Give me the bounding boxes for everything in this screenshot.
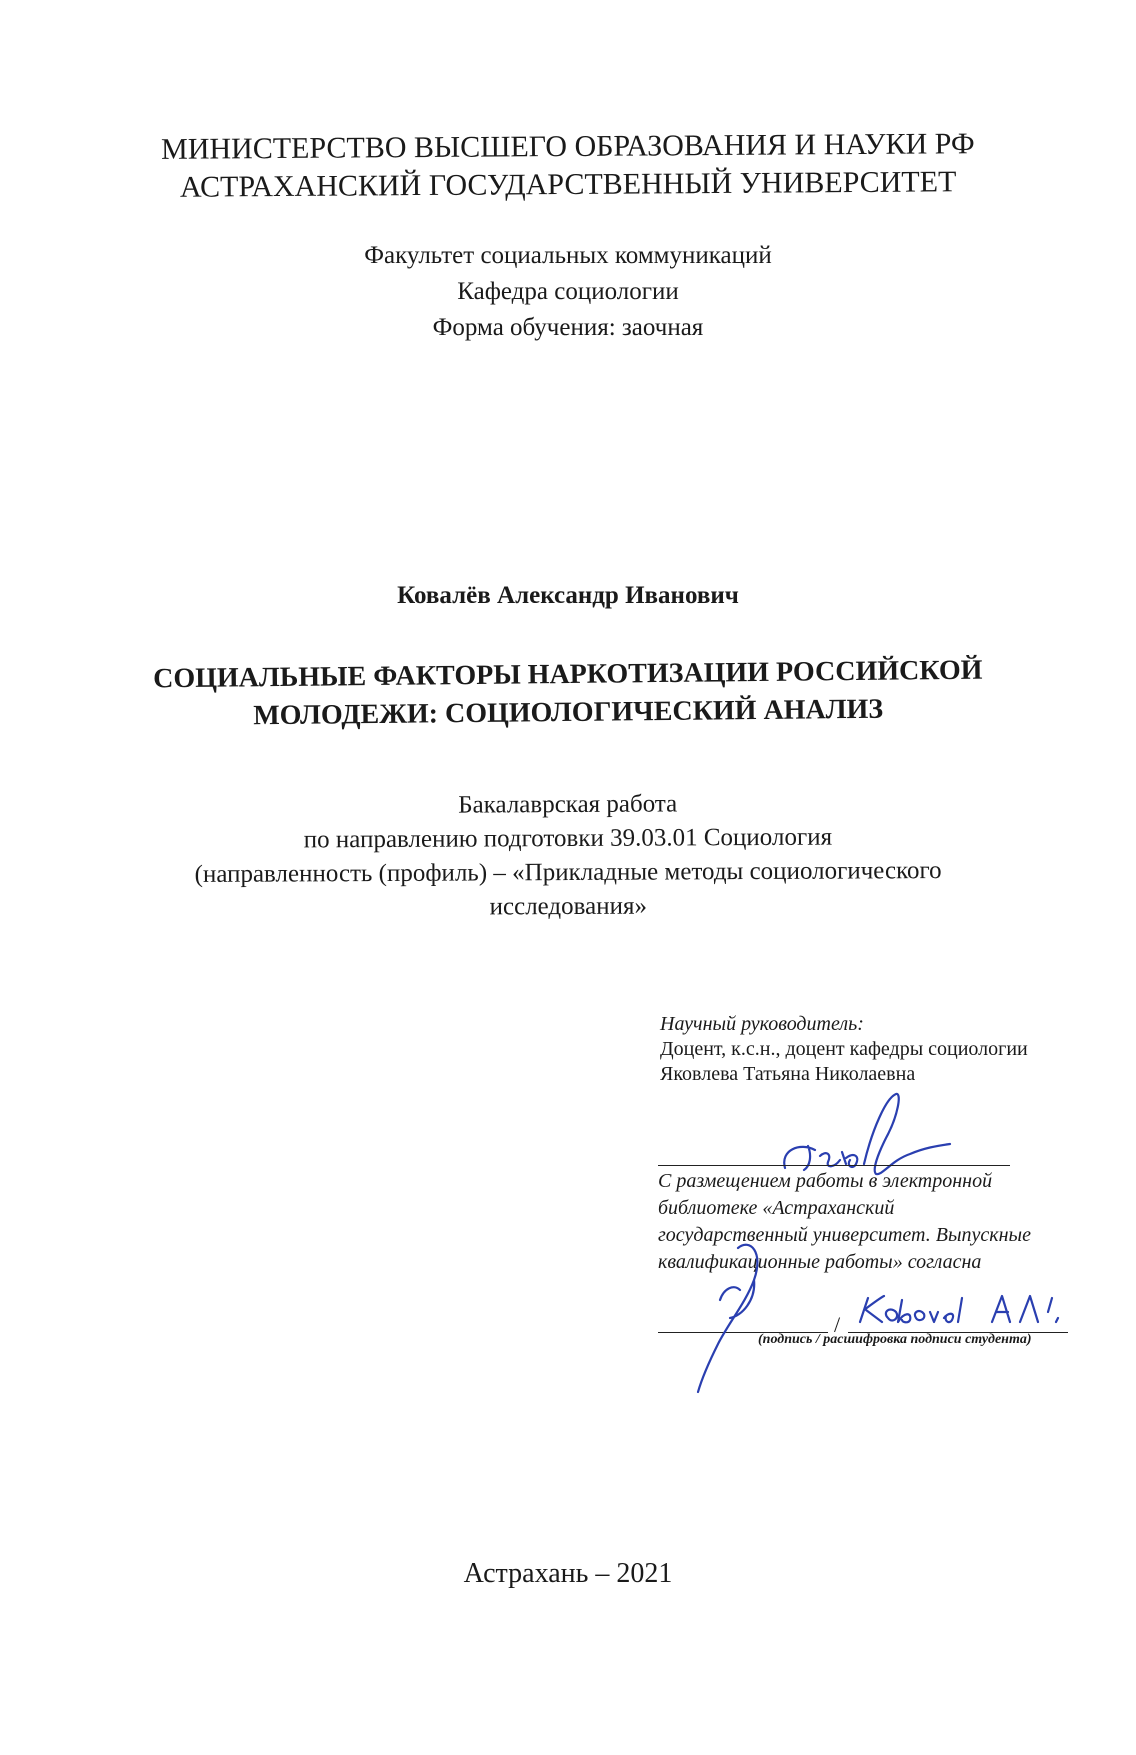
study-form: Форма обучения: заочная xyxy=(432,314,704,341)
city-year: Астрахань – 2021 xyxy=(463,1558,673,1589)
supervisor-label: Научный руководитель: xyxy=(660,1013,864,1035)
supervisor-position: Доцент, к.с.н., доцент кафедры социологии xyxy=(660,1038,1028,1060)
signature-caption: (подпись / расшифровка подписи студента) xyxy=(758,1332,1032,1347)
supervisor-name: Яковлева Татьяна Николаевна xyxy=(660,1063,916,1085)
thesis-title-line-2: МОЛОДЕЖИ: СОЦИОЛОГИЧЕСКИЙ АНАЛИЗ xyxy=(253,693,884,732)
supervisor-signature xyxy=(760,1090,960,1180)
faculty-name: Факультет социальных коммуникаций xyxy=(364,242,772,269)
work-type: Бакалаврская работа xyxy=(458,790,678,819)
supervisor-signature-line xyxy=(658,1165,1010,1166)
supervisor-block xyxy=(660,1012,1090,1087)
thesis-title xyxy=(0,650,1136,738)
student-signature-mark xyxy=(680,1240,790,1400)
university-name: АСТРАХАНСКИЙ ГОСУДАРСТВЕННЫЙ УНИВЕРСИТЕТ xyxy=(179,165,957,204)
work-type-block xyxy=(0,785,1136,927)
study-profile-line-1: (направленность (профиль) – «Прикладные методы социологического xyxy=(194,857,942,888)
signature-separator: / xyxy=(834,1312,841,1337)
header-block xyxy=(0,124,1136,208)
department-name: Кафедра социологии xyxy=(457,278,679,305)
consent-line-3: государственный университет. Выпускные xyxy=(658,1224,1031,1246)
student-name-handwritten xyxy=(852,1292,1072,1336)
study-direction: по направлению подготовки 39.03.01 Социология xyxy=(303,823,833,854)
study-profile-line-2: исследования» xyxy=(489,892,648,921)
consent-line-2: библиотеке «Астраханский xyxy=(658,1197,895,1219)
consent-line-4: квалификационные работы» согласна xyxy=(658,1251,982,1273)
consent-line-1: С размещением работы в электронной xyxy=(658,1170,993,1192)
ministry-name: МИНИСТЕРСТВО ВЫСШЕГО ОБРАЗОВАНИЯ И НАУКИ РФ xyxy=(160,127,975,166)
thesis-title-line-1: СОЦИАЛЬНЫЕ ФАКТОРЫ НАРКОТИЗАЦИИ РОССИЙСКОЙ xyxy=(152,654,983,695)
author-name: Ковалёв Александр Иванович xyxy=(397,582,739,609)
faculty-block xyxy=(0,238,1136,346)
